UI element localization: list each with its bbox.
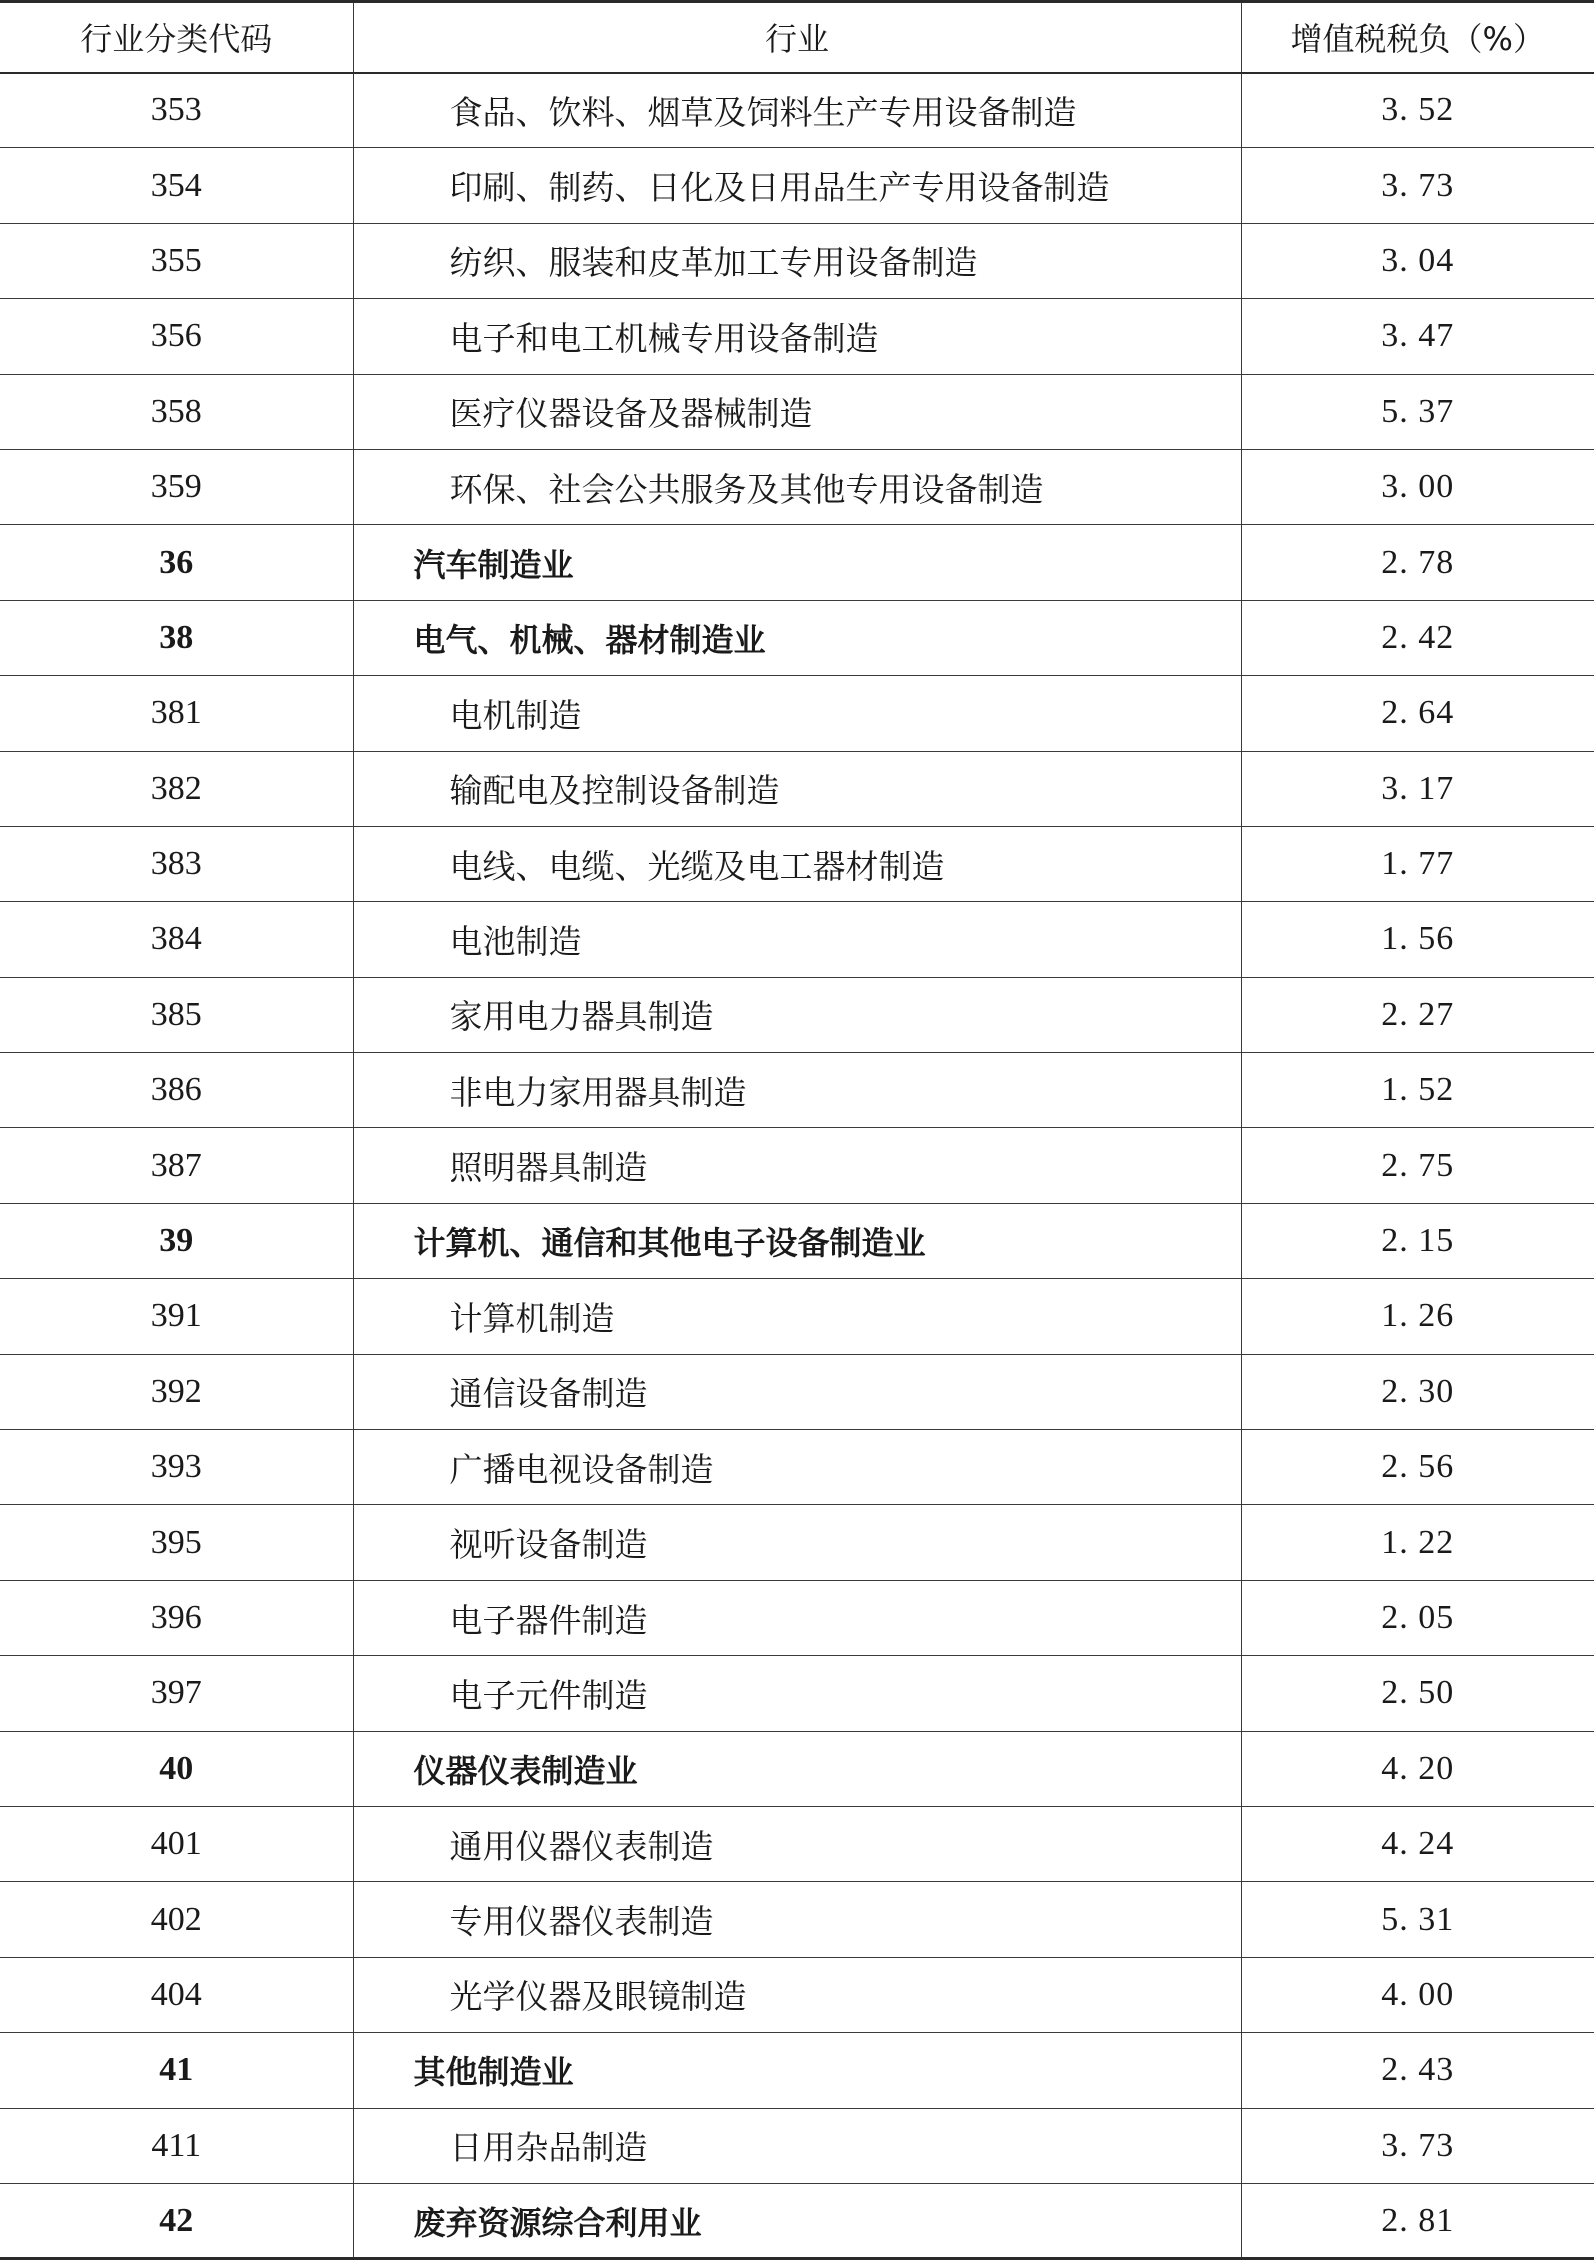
vat-burden-cell: 3. 73 [1241, 2108, 1594, 2183]
vat-burden-cell: 2. 30 [1241, 1354, 1594, 1429]
industry-code-cell: 40 [0, 1731, 353, 1806]
vat-burden-cell: 1. 52 [1241, 1053, 1594, 1128]
category-row [0, 1731, 1594, 1806]
table-row [0, 1580, 1594, 1655]
industry-code-cell: 402 [0, 1882, 353, 1957]
industry-code-cell: 41 [0, 2033, 353, 2108]
industry-code-cell: 391 [0, 1279, 353, 1354]
table-row [0, 223, 1594, 298]
vat-burden-cell: 2. 64 [1241, 676, 1594, 751]
category-row [0, 2183, 1594, 2258]
vat-burden-cell: 2. 81 [1241, 2183, 1594, 2258]
vat-burden-cell: 2. 27 [1241, 977, 1594, 1052]
industry-name-cell: 食品、饮料、烟草及饲料生产专用设备制造 [353, 73, 1241, 148]
vat-burden-cell: 2. 78 [1241, 525, 1594, 600]
table-row [0, 1957, 1594, 2032]
vat-burden-cell: 3. 52 [1241, 73, 1594, 148]
industry-name-cell: 医疗仪器设备及器械制造 [353, 374, 1241, 449]
industry-name-cell: 光学仪器及眼镜制造 [353, 1957, 1241, 2032]
industry-name-cell: 通信设备制造 [353, 1354, 1241, 1429]
industry-code-cell: 397 [0, 1656, 353, 1731]
table-row [0, 1053, 1594, 1128]
category-row [0, 2033, 1594, 2108]
industry-code-cell: 42 [0, 2183, 353, 2258]
header-industry-code: 行业分类代码 [0, 2, 353, 73]
industry-name-cell: 通用仪器仪表制造 [353, 1806, 1241, 1881]
industry-code-cell: 39 [0, 1203, 353, 1278]
industry-code-cell: 396 [0, 1580, 353, 1655]
vat-burden-cell: 4. 20 [1241, 1731, 1594, 1806]
vat-burden-cell: 3. 73 [1241, 148, 1594, 223]
table-row [0, 2108, 1594, 2183]
vat-burden-cell: 1. 56 [1241, 902, 1594, 977]
table-row [0, 1128, 1594, 1203]
vat-burden-cell: 3. 04 [1241, 223, 1594, 298]
industry-code-cell: 36 [0, 525, 353, 600]
table-row [0, 148, 1594, 223]
industry-name-cell: 电子器件制造 [353, 1580, 1241, 1655]
industry-name-cell: 电池制造 [353, 902, 1241, 977]
industry-name-cell: 环保、社会公共服务及其他专用设备制造 [353, 449, 1241, 524]
industry-name-cell: 家用电力器具制造 [353, 977, 1241, 1052]
industry-code-cell: 392 [0, 1354, 353, 1429]
industry-name-cell: 纺织、服装和皮革加工专用设备制造 [353, 223, 1241, 298]
industry-code-cell: 387 [0, 1128, 353, 1203]
industry-code-cell: 404 [0, 1957, 353, 2032]
table-row [0, 1430, 1594, 1505]
header-industry: 行业 [353, 2, 1241, 73]
table-row [0, 1806, 1594, 1881]
industry-name-cell: 计算机制造 [353, 1279, 1241, 1354]
table-row [0, 676, 1594, 751]
vat-burden-cell: 2. 05 [1241, 1580, 1594, 1655]
industry-name-cell: 视听设备制造 [353, 1505, 1241, 1580]
industry-name-cell: 输配电及控制设备制造 [353, 751, 1241, 826]
industry-name-cell: 电子和电工机械专用设备制造 [353, 299, 1241, 374]
vat-burden-cell: 5. 37 [1241, 374, 1594, 449]
vat-burden-cell: 1. 77 [1241, 826, 1594, 901]
industry-name-cell: 日用杂品制造 [353, 2108, 1241, 2183]
industry-name-cell: 印刷、制药、日化及日用品生产专用设备制造 [353, 148, 1241, 223]
table-row [0, 299, 1594, 374]
industry-code-cell: 411 [0, 2108, 353, 2183]
table-row [0, 374, 1594, 449]
industry-code-cell: 354 [0, 148, 353, 223]
table-row [0, 1882, 1594, 1957]
vat-burden-cell: 2. 43 [1241, 2033, 1594, 2108]
industry-code-cell: 393 [0, 1430, 353, 1505]
industry-name-cell: 计算机、通信和其他电子设备制造业 [353, 1203, 1241, 1278]
industry-code-cell: 355 [0, 223, 353, 298]
table-row [0, 902, 1594, 977]
table-row [0, 449, 1594, 524]
industry-name-cell: 废弃资源综合利用业 [353, 2183, 1241, 2258]
industry-code-cell: 385 [0, 977, 353, 1052]
industry-name-cell: 电气、机械、器材制造业 [353, 600, 1241, 675]
industry-name-cell: 电子元件制造 [353, 1656, 1241, 1731]
table-row [0, 1279, 1594, 1354]
vat-burden-cell: 3. 17 [1241, 751, 1594, 826]
table-row [0, 1354, 1594, 1429]
industry-code-cell: 383 [0, 826, 353, 901]
category-row [0, 600, 1594, 675]
category-row [0, 1203, 1594, 1278]
industry-name-cell: 广播电视设备制造 [353, 1430, 1241, 1505]
industry-code-cell: 38 [0, 600, 353, 675]
table-body [0, 73, 1594, 2259]
vat-burden-cell: 2. 15 [1241, 1203, 1594, 1278]
industry-code-cell: 395 [0, 1505, 353, 1580]
industry-code-cell: 356 [0, 299, 353, 374]
table-row [0, 73, 1594, 148]
industry-code-cell: 358 [0, 374, 353, 449]
vat-burden-cell: 4. 24 [1241, 1806, 1594, 1881]
industry-name-cell: 照明器具制造 [353, 1128, 1241, 1203]
vat-burden-cell: 3. 00 [1241, 449, 1594, 524]
industry-name-cell: 电机制造 [353, 676, 1241, 751]
industry-code-cell: 359 [0, 449, 353, 524]
industry-code-cell: 386 [0, 1053, 353, 1128]
industry-code-cell: 401 [0, 1806, 353, 1881]
table-row [0, 977, 1594, 1052]
industry-code-cell: 382 [0, 751, 353, 826]
header-vat-burden: 增值税税负（%） [1241, 2, 1594, 73]
table-row [0, 1505, 1594, 1580]
industry-name-cell: 非电力家用器具制造 [353, 1053, 1241, 1128]
industry-name-cell: 其他制造业 [353, 2033, 1241, 2108]
header-row [0, 2, 1594, 73]
category-row [0, 525, 1594, 600]
vat-burden-cell: 2. 42 [1241, 600, 1594, 675]
vat-burden-cell: 3. 47 [1241, 299, 1594, 374]
table-row [0, 1656, 1594, 1731]
vat-burden-cell: 5. 31 [1241, 1882, 1594, 1957]
industry-code-cell: 381 [0, 676, 353, 751]
vat-burden-cell: 1. 22 [1241, 1505, 1594, 1580]
industry-name-cell: 仪器仪表制造业 [353, 1731, 1241, 1806]
vat-burden-cell: 2. 50 [1241, 1656, 1594, 1731]
table-header [0, 2, 1594, 73]
industry-name-cell: 汽车制造业 [353, 525, 1241, 600]
vat-burden-cell: 1. 26 [1241, 1279, 1594, 1354]
industry-code-cell: 384 [0, 902, 353, 977]
table-row [0, 751, 1594, 826]
industry-name-cell: 电线、电缆、光缆及电工器材制造 [353, 826, 1241, 901]
vat-burden-cell: 4. 00 [1241, 1957, 1594, 2032]
table-row [0, 826, 1594, 901]
vat-burden-cell: 2. 56 [1241, 1430, 1594, 1505]
industry-name-cell: 专用仪器仪表制造 [353, 1882, 1241, 1957]
vat-burden-cell: 2. 75 [1241, 1128, 1594, 1203]
industry-code-cell: 353 [0, 73, 353, 148]
